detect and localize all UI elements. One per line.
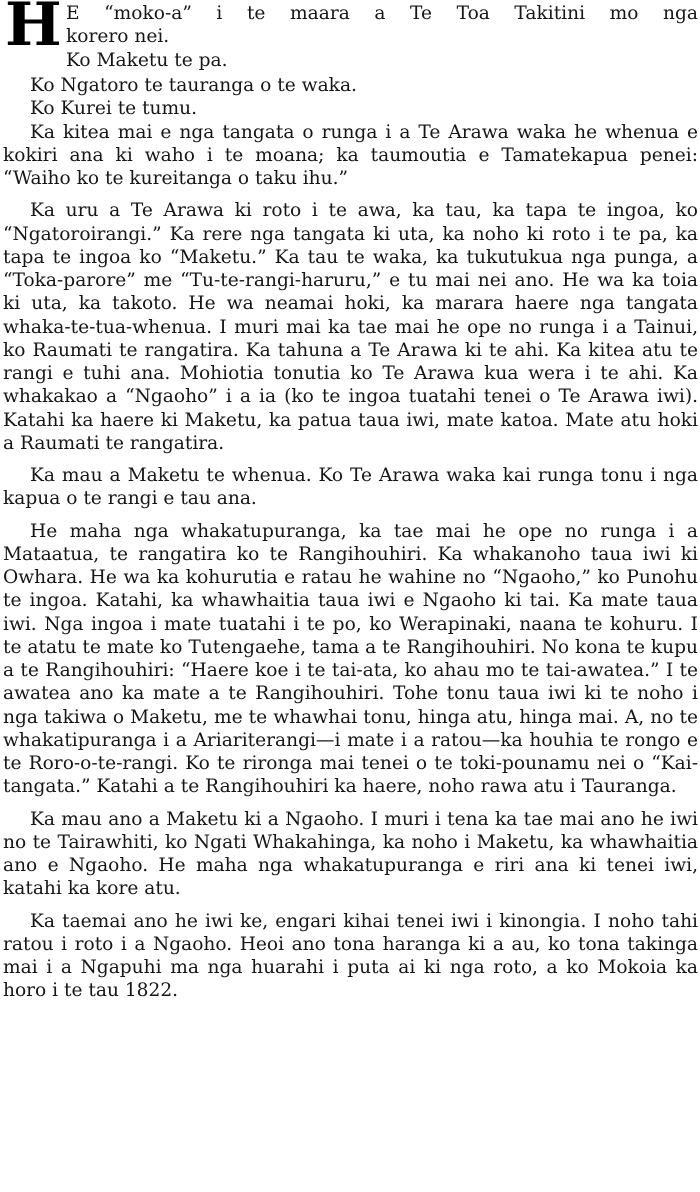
paragraph-5: Ka mau a Maketu te whenua. Ko Te Arawa waka kai runga tonu i nga kapua o te rangi e tau ana. [3,465,698,510]
opening-section [3,0,698,72]
paragraph-7: Ka mau ano a Maketu ki a Ngaoho. I muri i tena ka tae mai ano he iwi no te Tairawhiti, ko Ngati Whakahinga, ka noho i Maketu, ka whawhaitia ano e Ngaoho. He maha nga whakatupuranga e riri ana ki tenei iwi, katahi ka kore atu. [3,808,698,900]
paragraph-3: Ka kitea mai e nga tangata o runga i a Te Arawa waka he whenua e kokiri ana ki waho i te moana; ka taumoutia e Tamatekapua penei: “Waiho ko te kureitanga o taku ihu.” [3,121,698,189]
opening-line-3-wrap [66,49,698,72]
paragraph-4: Ka uru a Te Arawa ki roto i te awa, ka tau, ka tapa te ingoa, ko “Ngatoroirangi.” Ka rere nga tangata ki uta, ka noho ki roto i te pa, ka tapa te ingoa ko “Maketu.” Ka tau te waka, ka tukutukua nga punga, a “Toka-parore” me “Tu-te-rangi-haruru,” e tu mai nei ano. He wa ka toia ki uta, ka takoto. He wa neamai hoki, ka marara haere nga tangata whaka-te-tua-whenua. I muri mai ka tae mai he ope no runga i a Tainui, ko Raumati te rangatira. Ka tahuna a Te Arawa ki te ahi. Ka kitea atu te rangi e tuhi ana. Mohiotia tonutia ko Te Arawa kua wera i te ahi. Ka whakakao a “Ngaoho” i a ia (ko te ingoa tuatahi tenei o Te Arawa iwi). Katahi ka haere ki Maketu, ka patua taua iwi, mate katoa. Mate atu hoki a Raumati te rangatira. [3,200,698,454]
paragraph-1: Ko Ngatoro te tauranga o te waka. [30,75,357,96]
paragraph-8: Ka taemai ano he iwi ke, engari kihai tenei iwi i kinongia. I noho tahi ratou i roto i a Ngaoho. Heoi ano tona haranga ki a au, ko tona takinga mai i a Ngapuhi ma nga huarahi i puta ai ki nga roto, a ko Mokoia ka horo i te tau 1822. [3,910,698,1002]
paragraph-6: He maha nga whakatupuranga, ka tae mai he ope no runga i a Mataatua, te rangatira ko te Rangihouhiri. Ka whakanoho taua iwi ki Owhara. He wa ka kohurutia e ratau he wahine no “Ngaoho,” ko Punohu te ingoa. Katahi, ka whawhaitia taua iwi e Ngaoho ki tai. Ka mate taua iwi. Nga ingoa i mate tuatahi i te po, ko Werapinaki, naana te kohuru. I te atatu te mate ko Tutengaehe, tama a te Rangihouhiri. No kona te kupu a te Rangihouhiri: “Haere koe i te tai-ata, ko ahau mo te tai-awatea.” I te awatea ano ka mate a te Rangihouhiri. Tohe tonu taua iwi ki te noho i nga takiwa o Maketu, me te whawhai tonu, hinga atu, hinga mai. A, no te whakatipuranga i a Ariariterangi—i mate i a ratou—ka houhia te rongo e te Roro-o-te-rangi. Ko te rironga mai tenei o te toki-pounamu nei o “Kai-tangata.” Katahi a te Rangihouhiri ka haere, noho rawa atu i Tauranga. [3,520,698,798]
opening-lines [66,2,698,49]
opening-line-2: korero nei. [66,26,170,48]
paragraph-2: Ko Kurei te tumu. [30,98,198,120]
drop-cap: H [5,0,62,60]
opening-line-3: Ko Maketu te pa. [66,49,228,71]
opening-line-1: E “moko-a” i te maara a Te Toa Takitini mo nga [66,3,698,24]
